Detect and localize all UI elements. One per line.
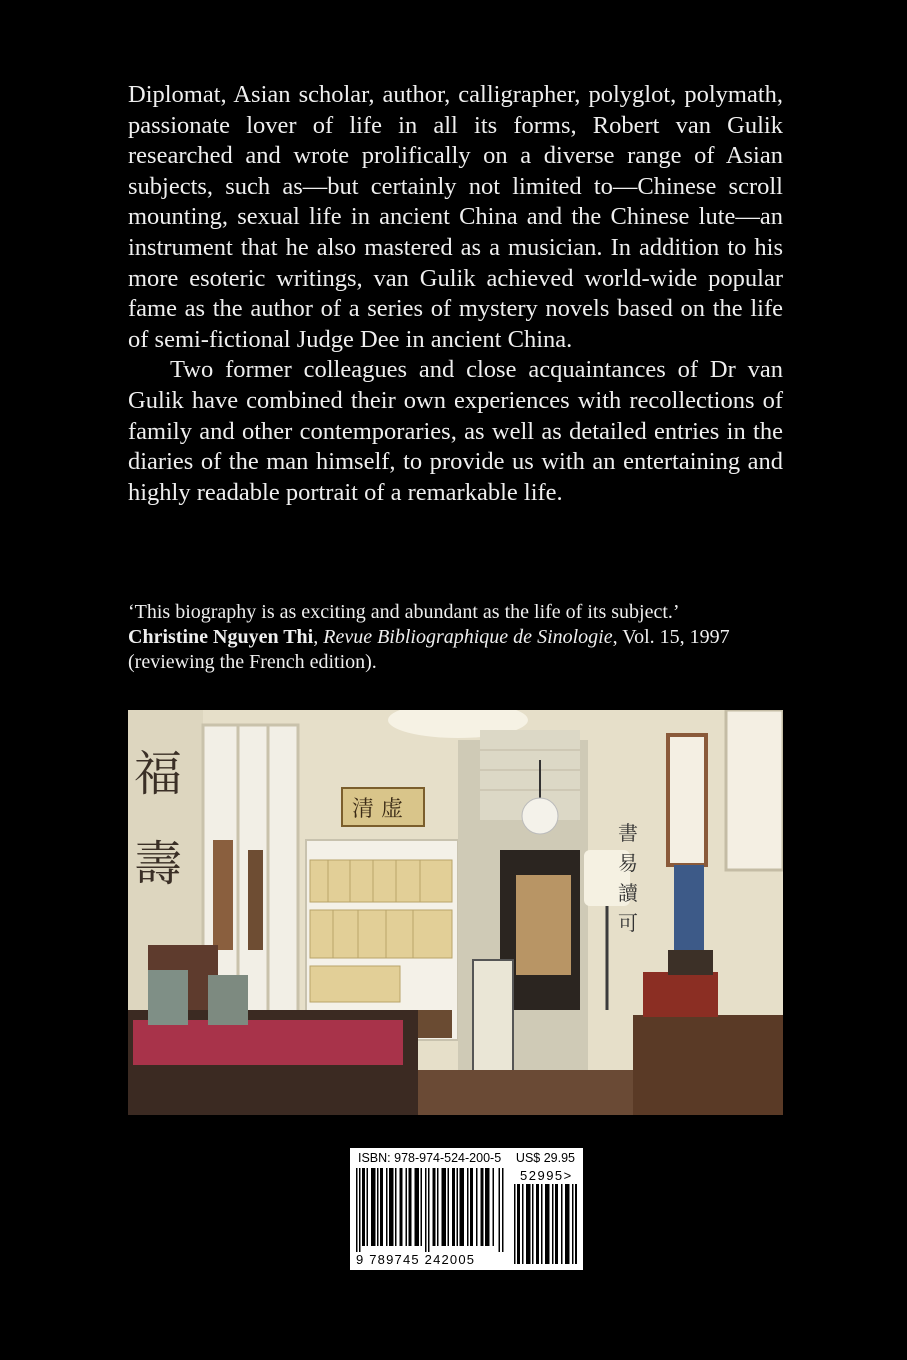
review-note: (reviewing the French edition).: [128, 651, 377, 673]
calligraphy-shou: 壽: [134, 836, 183, 892]
blurb-paragraph-1: Diplomat, Asian scholar, author, calligrapher, polyglot, polymath, passionate lover of life in all its forms, Robert van Gulik researched and wrote prolifically on a diverse range of Asian subjects, such as—but certainly not limited to—Chinese scroll mounting, sexual life in ancient China and the Chinese lute—an instrument that he also mastered as a musician. In addition to his more esoteric writings, van Gulik achieved world-wide popular fame as the author of a series of mystery novels based on the life of semi-fictional Judge Dee in ancient China.: [128, 81, 783, 353]
publication-details: , Vol. 15, 1997: [612, 626, 730, 648]
reviewer-name: Christine Nguyen Thi: [128, 626, 314, 648]
calligraphy-fu: 福: [134, 746, 183, 802]
isbn-label: ISBN: 978-974-524-200-5: [358, 1151, 502, 1165]
scroll-char-2: 易: [618, 851, 638, 875]
blurb-paragraph-2: Two former colleagues and close acquaintances of Dr van Gulik have combined their own experiences with recollections of family and other contemporaries, as well as detailed entries in the diaries of the man himself, to provide us with an entertaining and highly readable portrait of a remarkable life.: [128, 356, 783, 506]
study-room-photo: [128, 710, 783, 1115]
ean-digits: 9 789745 242005: [356, 1252, 476, 1267]
plaque-text: 清 虚: [352, 797, 403, 822]
ean-barcode-bars: [356, 1168, 506, 1252]
price-label: US$ 29.95: [515, 1151, 575, 1165]
scroll-char-3: 讀: [618, 881, 638, 905]
back-cover-blurb: [128, 80, 783, 508]
publication-name: Revue Bibliographique de Sinologie: [323, 626, 613, 648]
scroll-char-1: 書: [618, 821, 638, 845]
scroll-char-4: 可: [618, 911, 638, 935]
isbn-barcode: [350, 1148, 583, 1270]
review-quote-block: ‘This biography is as exciting and abundant as the life of its subject.’ Christine Nguyen Thi, Revue Bibliographique de Sinologie, Vol. 15, 1997 (reviewing the French edition).: [128, 601, 730, 673]
review-quote: ‘This biography is as exciting and abundant as the life of its subject.’: [128, 601, 680, 623]
addon-digits: 52995>: [520, 1168, 573, 1183]
addon-barcode-bars: [514, 1184, 578, 1264]
study-room-illustration: [128, 710, 783, 1115]
